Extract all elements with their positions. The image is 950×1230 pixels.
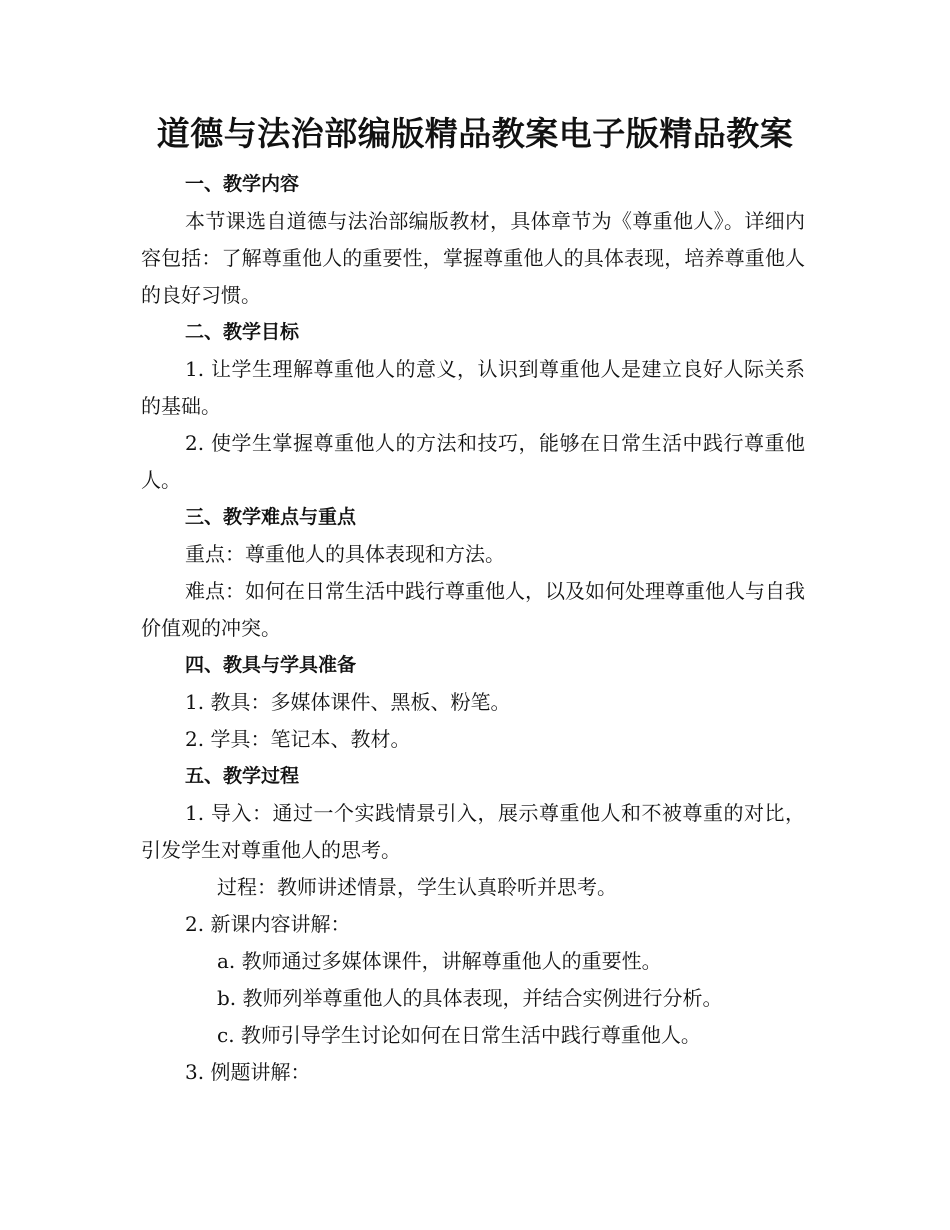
process-item-1-detail: 过程：教师讲述情景，学生认真聆听并思考。: [217, 875, 617, 899]
materials-item-2: 2. 学具：笔记本、教材。: [185, 727, 411, 751]
document-title: 道德与法治部编版精品教案电子版精品教案: [156, 114, 794, 153]
process-item-2: 2. 新课内容讲解：: [185, 912, 351, 936]
document-body: [141, 166, 805, 1091]
materials-item-1: 1. 教具：多媒体课件、黑板、粉笔。: [185, 690, 511, 714]
goal-item-2: 2. 使学生掌握尊重他人的方法和技巧，能够在日常生活中践行尊重他人。: [141, 431, 805, 492]
paragraph-teaching-content: 本节课选自道德与法治部编版教材，具体章节为《尊重他人》。详细内容包括：了解尊重他人的重要性，掌握尊重他人的具体表现，培养尊重他人的良好习惯。: [141, 209, 805, 307]
goal-item-1: 1. 让学生理解尊重他人的意义，认识到尊重他人是建立良好人际关系的基础。: [141, 357, 805, 418]
process-item-1: 1. 导入：通过一个实践情景引入，展示尊重他人和不被尊重的对比，引发学生对尊重他人的思考。: [141, 801, 805, 862]
section-heading-key-points: 三、教学难点与重点: [185, 506, 357, 528]
difficulty-point: 难点：如何在日常生活中践行尊重他人，以及如何处理尊重他人与自我价值观的冲突。: [141, 579, 805, 640]
process-item-2-c: c. 教师引导学生讨论如何在日常生活中践行尊重他人。: [217, 1023, 701, 1047]
key-point: 重点：尊重他人的具体表现和方法。: [185, 542, 505, 566]
section-heading-teaching-content: 一、教学内容: [185, 173, 300, 195]
section-heading-teaching-goals: 二、教学目标: [185, 321, 300, 343]
process-item-2-b: b. 教师列举尊重他人的具体表现，并结合实例进行分析。: [217, 986, 723, 1010]
section-heading-teaching-process: 五、教学过程: [185, 765, 300, 787]
section-heading-materials: 四、教具与学具准备: [185, 654, 357, 676]
process-item-2-a: a. 教师通过多媒体课件，讲解尊重他人的重要性。: [217, 949, 662, 973]
process-item-3: 3. 例题讲解：: [185, 1060, 311, 1084]
